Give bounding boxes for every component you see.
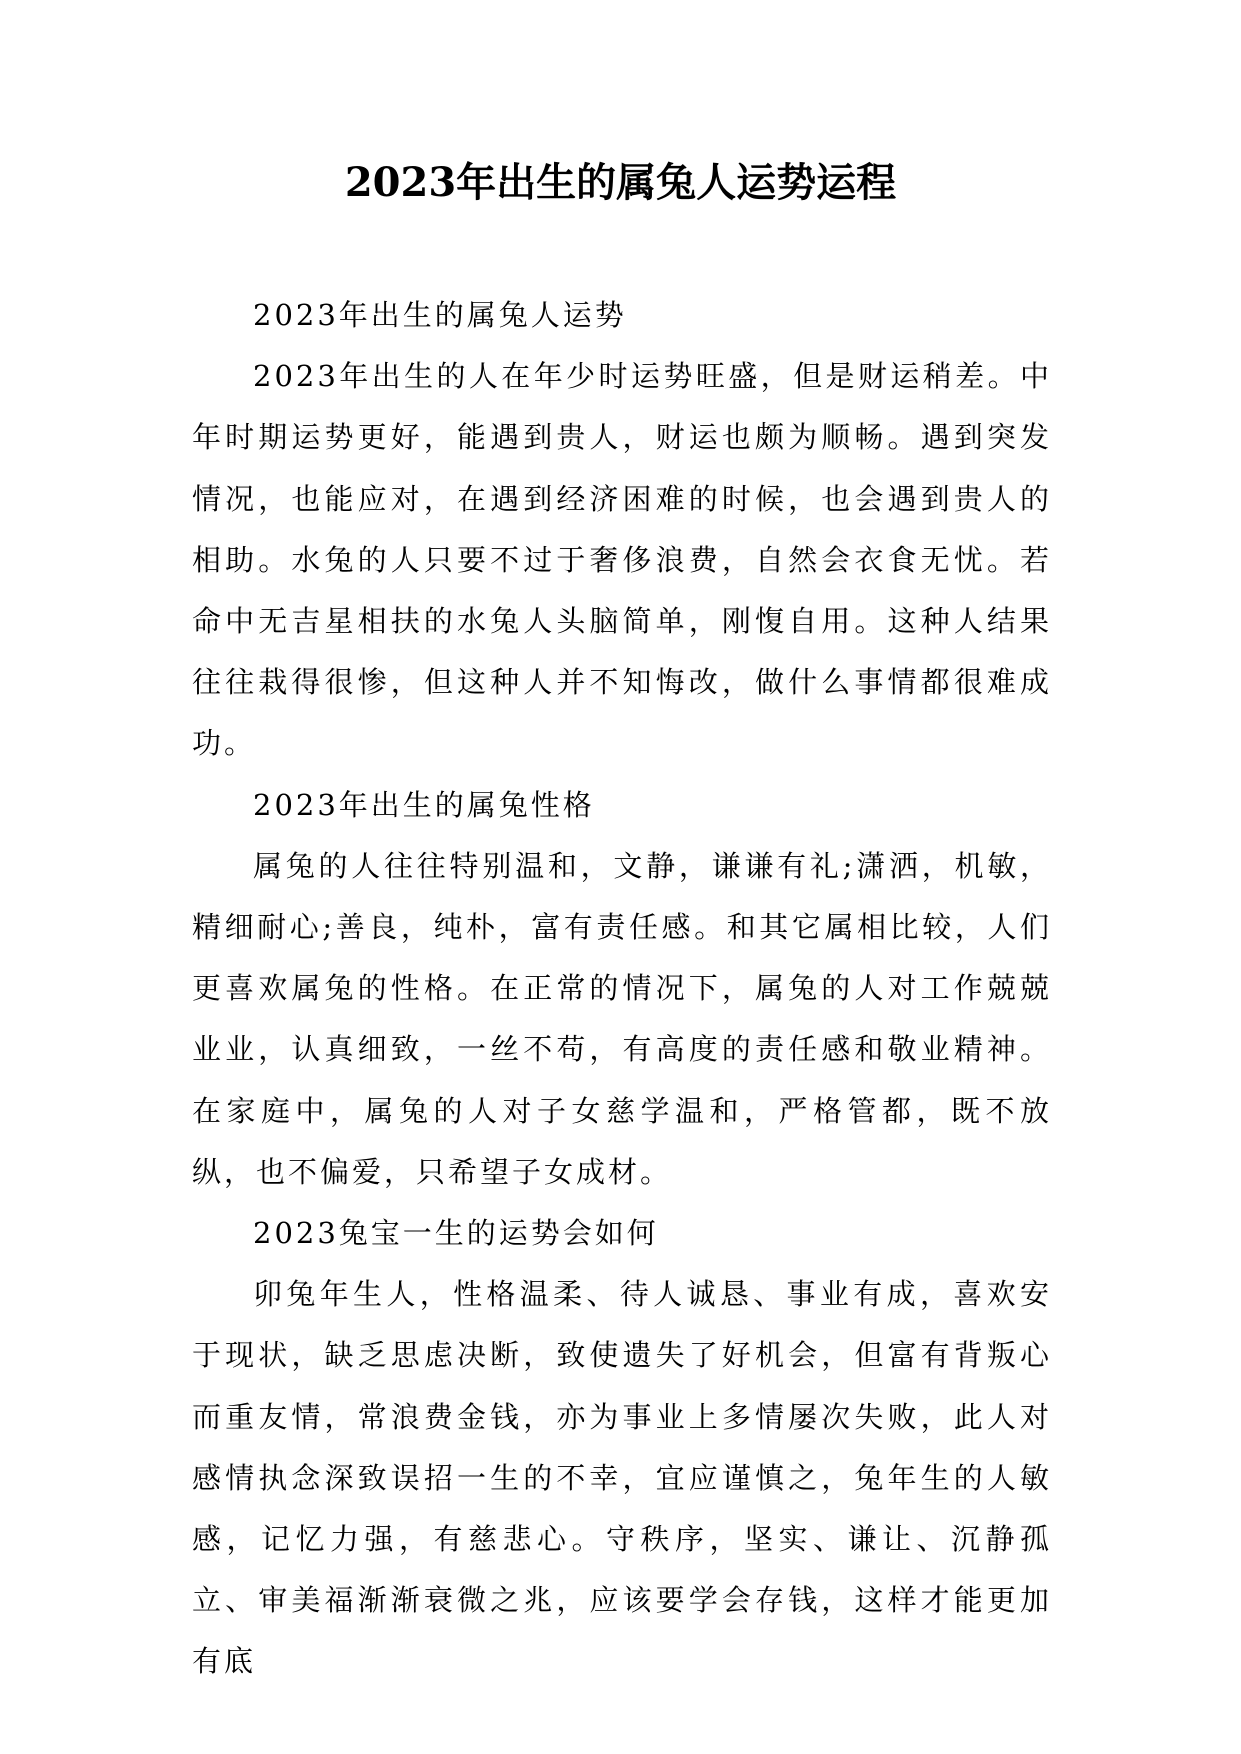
section-heading-personality: 2023年出生的属兔性格 xyxy=(253,787,595,822)
document-body xyxy=(192,285,1052,1693)
section-heading-lifetime: 2023兔宝一生的运势会如何 xyxy=(253,1216,659,1251)
paragraph-personality: 属兔的人往往特别温和，文静，谦谦有礼;潇洒，机敏，精细耐心;善良，纯朴，富有责任感。和其它属相比较，人们更喜欢属兔的性格。在正常的情况下，属兔的人对工作兢兢业业，认真细致，一丝不苟，有高度的责任感和敬业精神。在家庭中，属兔的人对子女慈学温和，严格管都，既不放纵，也不偏爱，只希望子女成材。 xyxy=(192,848,1052,1189)
paragraph-lifetime: 卯兔年生人，性格温柔、待人诚恳、事业有成，喜欢安于现状，缺乏思虑决断，致使遗失了好机会，但富有背叛心而重友情，常浪费金钱，亦为事业上多情屡次失败，此人对感情执念深致误招一生的不幸，宜应谨慎之，兔年生的人敏感，记忆力强，有慈悲心。守秩序，坚实、谦让、沉静孤立、审美福渐渐衰微之兆，应该要学会存钱，这样才能更加有底 xyxy=(192,1277,1052,1679)
document-title: 2023年出生的属兔人运势运程 xyxy=(344,159,897,206)
paragraph-fortune: 2023年出生的人在年少时运势旺盛，但是财运稍差。中年时期运势更好，能遇到贵人，财运也颇为顺畅。遇到突发情况，也能应对，在遇到经济困难的时候，也会遇到贵人的相助。水兔的人只要不过于奢侈浪费，自然会衣食无忧。若命中无吉星相扶的水兔人头脑简单，刚愎自用。这种人结果往往栽得很惨，但这种人并不知悔改，做什么事情都很难成功。 xyxy=(192,359,1052,761)
section-heading-fortune: 2023年出生的属兔人运势 xyxy=(253,298,627,332)
